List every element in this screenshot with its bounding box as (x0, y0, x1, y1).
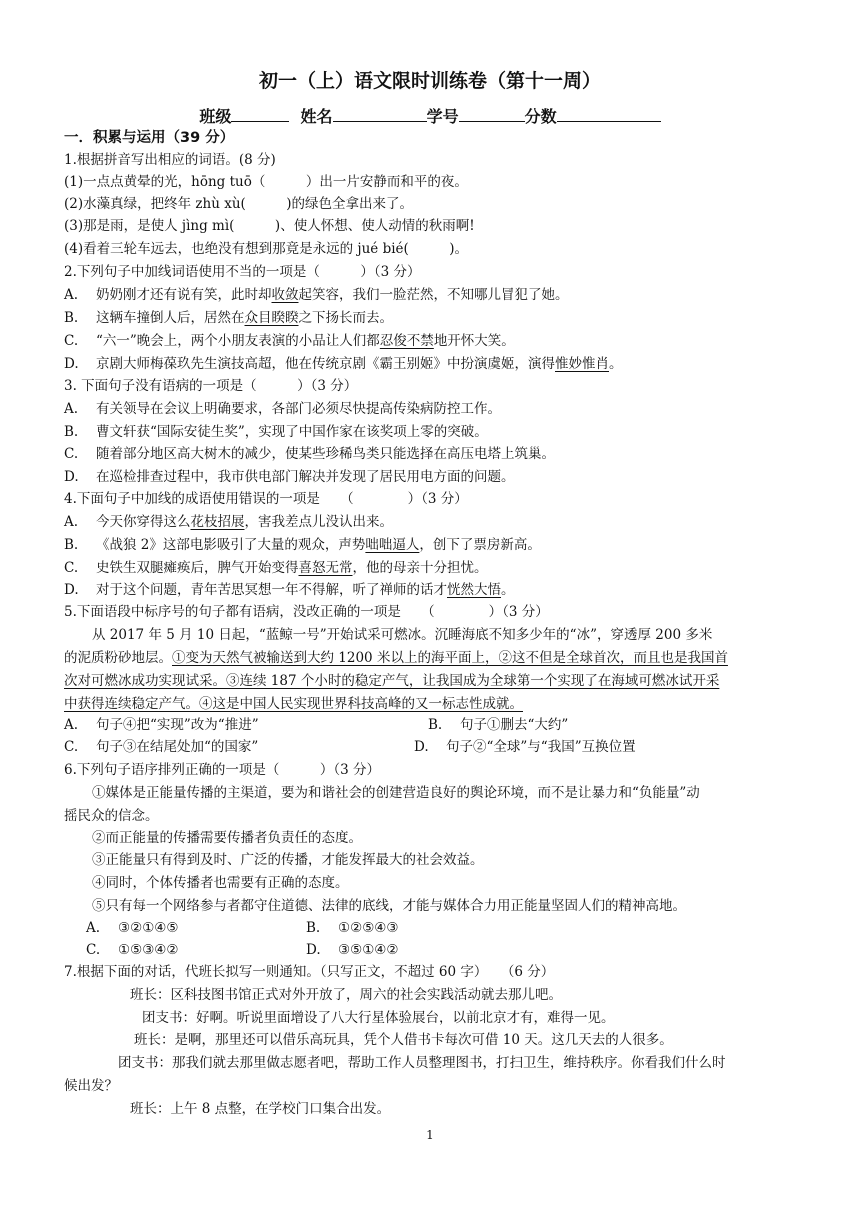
option-letter: B. (64, 310, 79, 326)
option-letter: C. (64, 739, 79, 755)
option-text: 。 (501, 582, 515, 598)
option-letter: C. (64, 333, 79, 349)
option-letter: A. (64, 717, 79, 733)
option-letter: D. (64, 469, 79, 485)
option-text: 起笑容，我们一脸茫然，不知哪儿冒犯了她。 (298, 287, 569, 303)
underlined-idiom: 喜怒无常 (298, 560, 353, 576)
q1-item-3: (3)那是雨，是使人 jìng mì( )、使人怀想、使人动情的秋雨啊! (64, 218, 475, 234)
option-text: ③⑤①④② (338, 942, 399, 958)
option-letter: A. (86, 920, 101, 936)
option-text: ①②⑤④③ (338, 920, 399, 936)
page-number: 1 (426, 1128, 434, 1142)
passage-text: 的泥质粉砂地层。 (64, 650, 172, 666)
option-text: 对于这个问题，青年苦思冥想一年不得解，听了禅师的话才 (96, 582, 447, 598)
q5-option-d (414, 737, 636, 757)
score-label: 分数 (524, 107, 557, 126)
q2-option-c (64, 331, 515, 351)
q5-option-c (64, 737, 258, 757)
underlined-word: 忍俊不禁 (379, 333, 434, 349)
option-text: 奶奶刚才还有说有笑，此时却 (96, 287, 272, 303)
q6-stem: 6.下列句子语序排列正确的一项是（ ）（3 分） (64, 762, 381, 778)
underlined-sentence: ①变为天然气被输送到大约 1200 米以上的海平面上，②这不但是全球首次，而且也是我国首 (172, 650, 728, 666)
q3-option-b (64, 422, 488, 442)
q6-sentence: ①媒体是正能量传播的主渠道，要为和谐社会的创建营造良好的舆论环境，而不是让暴力和“负能量”动 (92, 785, 700, 801)
class-blank (231, 106, 289, 122)
option-letter: D. (414, 739, 429, 755)
option-letter: B. (64, 537, 79, 553)
option-text: 有关领导在会议上明确要求，各部门必须尽快提高传染病防控工作。 (96, 401, 501, 417)
q5-option-b (428, 715, 568, 735)
q5-option-a (64, 715, 259, 735)
q3-stem: 3. 下面句子没有语病的一项是（ ）（3 分） (64, 378, 358, 394)
number-label: 学号 (426, 107, 459, 126)
option-text: 随着部分地区高大树木的减少，使某些珍稀鸟类只能选择在高压电塔上筑巢。 (96, 446, 555, 462)
q7-dialogue-line: 班长：区科技图书馆正式对外开放了，周六的社会实践活动就去那儿吧。 (130, 987, 562, 1003)
q7-dialogue-line: 团支书：好啊。听说里面增设了八大行星体验展台，以前北京才有，难得一见。 (142, 1010, 615, 1026)
q6-sentence: 摇民众的信念。 (64, 808, 159, 824)
q6-option-c (86, 940, 179, 960)
q2-option-b (64, 308, 393, 328)
option-letter: A. (64, 514, 79, 530)
underlined-word: 收敛 (271, 287, 299, 303)
q6-sentence: ②而正能量的传播需要传播者负责任的态度。 (92, 830, 362, 846)
q7-dialogue-line: 班长：是啊，那里还可以借乐高玩具，凭个人借书卡每次可借 10 天。这几天去的人很多。 (134, 1032, 673, 1048)
name-label: 姓名 (300, 107, 333, 126)
underlined-idiom: 咄咄逼人 (365, 537, 420, 553)
option-letter: C. (64, 560, 79, 576)
q6-option-b (306, 918, 399, 938)
option-text: ①⑤③④② (118, 942, 179, 958)
q1-item-4: (4)看着三轮车远去，也绝没有想到那竟是永远的 jué bié( )。 (64, 241, 469, 257)
option-letter: B. (306, 920, 321, 936)
option-text: 《战狼 2》这部电影吸引了大量的观众，声势 (96, 537, 366, 553)
q1-item-2: (2)水藻真绿，把终年 zhù xù( )的绿色全拿出来了。 (64, 196, 414, 212)
q2-option-a (64, 285, 569, 305)
option-letter: A. (64, 401, 79, 417)
option-text: ，他的母亲十分担忧。 (352, 560, 488, 576)
option-letter: B. (64, 424, 79, 440)
underlined-word: 众目睽睽 (244, 310, 299, 326)
name-blank (333, 106, 427, 122)
q4-option-a (64, 512, 393, 532)
option-text: 在巡检排查过程中，我市供电部门解决并发现了居民用电方面的问题。 (96, 469, 515, 485)
option-text: 这辆车撞倒人后，居然在 (96, 310, 245, 326)
q5-passage-line: 从 2017 年 5 月 10 日起，“蓝鲸一号”开始试采可燃冰。沉睡海底不知多少年的“冰”，穿透厚 200 多米 (92, 627, 713, 643)
option-text: 地开怀大笑。 (433, 333, 515, 349)
option-text: ，害我差点儿没认出来。 (244, 514, 393, 530)
option-text: 今天你穿得这么 (96, 514, 191, 530)
q7-dialogue-line: 班长：上午 8 点整，在学校门口集合出发。 (130, 1101, 391, 1117)
q6-option-a (86, 918, 179, 938)
score-blank (557, 106, 661, 122)
student-info-line (0, 104, 860, 127)
q6-sentence: ③正能量只有得到及时、广泛的传播，才能发挥最大的社会效益。 (92, 852, 484, 868)
q4-stem: 4.下面句子中加线的成语使用错误的一项是 （ ）（3 分） (64, 491, 468, 507)
q4-option-b (64, 535, 541, 555)
q1-stem: 1.根据拼音写出相应的词语。(8 分) (64, 152, 276, 168)
option-letter: D. (306, 942, 321, 958)
class-label: 班级 (199, 107, 232, 126)
option-text: ③②①④⑤ (118, 920, 179, 936)
option-text: 之下扬长而去。 (298, 310, 393, 326)
option-text: 京剧大师梅葆玖先生演技高超，他在传统京剧《霸王别姬》中扮演虞姬，演得 (96, 356, 555, 372)
q3-option-a (64, 399, 501, 419)
option-letter: A. (64, 287, 79, 303)
q2-option-d (64, 354, 623, 374)
underlined-word: 惟妙惟肖 (555, 356, 609, 372)
underlined-idiom: 恍然大悟 (447, 582, 501, 598)
q5-passage-line: 次对可燃冰成功实现试采。③连续 187 个小时的稳定产气，让我国成为全球第一个实现了在海域可燃冰试开采 (64, 673, 720, 689)
option-text: 句子①删去“大约” (460, 717, 569, 733)
q2-stem: 2.下列句子中加线词语使用不当的一项是（ ）（3 分） (64, 264, 421, 280)
q5-stem: 5.下面语段中标序号的句子都有语病，没改正确的一项是 （ ）（3 分） (64, 604, 549, 620)
option-letter: C. (64, 446, 79, 462)
q7-stem: 7.根据下面的对话，代班长拟写一则通知。（只写正文，不超过 60 字） （6 分） (64, 964, 555, 980)
option-text: 。 (609, 356, 623, 372)
page-title: 初一（上）语文限时训练卷（第十一周） (258, 70, 601, 92)
option-letter: C. (86, 942, 101, 958)
option-text: 句子③在结尾处加“的国家” (96, 739, 259, 755)
underlined-idiom: 花枝招展 (190, 514, 245, 530)
option-letter: D. (64, 356, 79, 372)
number-blank (459, 106, 525, 122)
q5-passage-line: 中获得连续稳定产气。④这是中国人民实现世界科技高峰的又一标志性成就。 (64, 696, 523, 712)
option-text: 句子②“全球”与“我国”互换位置 (446, 739, 636, 755)
q4-option-d (64, 580, 515, 600)
option-text: ，创下了票房新高。 (419, 537, 541, 553)
q3-option-d (64, 467, 515, 487)
q5-passage-line (64, 648, 728, 668)
q6-sentence: ⑤只有每一个网络参与者都守住道德、法律的底线，才能与媒体合力用正能量坚固人们的精神高地。 (92, 898, 686, 914)
q3-option-c (64, 444, 555, 464)
section-heading: 一．积累与运用（39 分） (64, 130, 235, 146)
q4-option-c (64, 558, 488, 578)
q1-item-1: (1)一点点黄晕的光，hōng tuō（ ）出一片安静而和平的夜。 (64, 174, 468, 190)
option-text: 史铁生双腿瘫痪后，脾气开始变得 (96, 560, 299, 576)
option-text: “六一”晚会上，两个小朋友表演的小品让人们都 (96, 333, 380, 349)
q7-dialogue-line: 团支书：那我们就去那里做志愿者吧，帮助工作人员整理图书，打扫卫生，维持秩序。你看我们什么时 (118, 1055, 726, 1071)
q7-dialogue-line: 候出发？ (64, 1078, 118, 1094)
option-letter: B. (428, 717, 443, 733)
option-text: 曹文轩获“国际安徒生奖”，实现了中国作家在该奖项上零的突破。 (96, 424, 488, 440)
q6-sentence: ④同时，个体传播者也需要有正确的态度。 (92, 875, 349, 891)
q6-option-d (306, 940, 399, 960)
option-letter: D. (64, 582, 79, 598)
option-text: 句子④把“实现”改为“推进” (96, 717, 259, 733)
